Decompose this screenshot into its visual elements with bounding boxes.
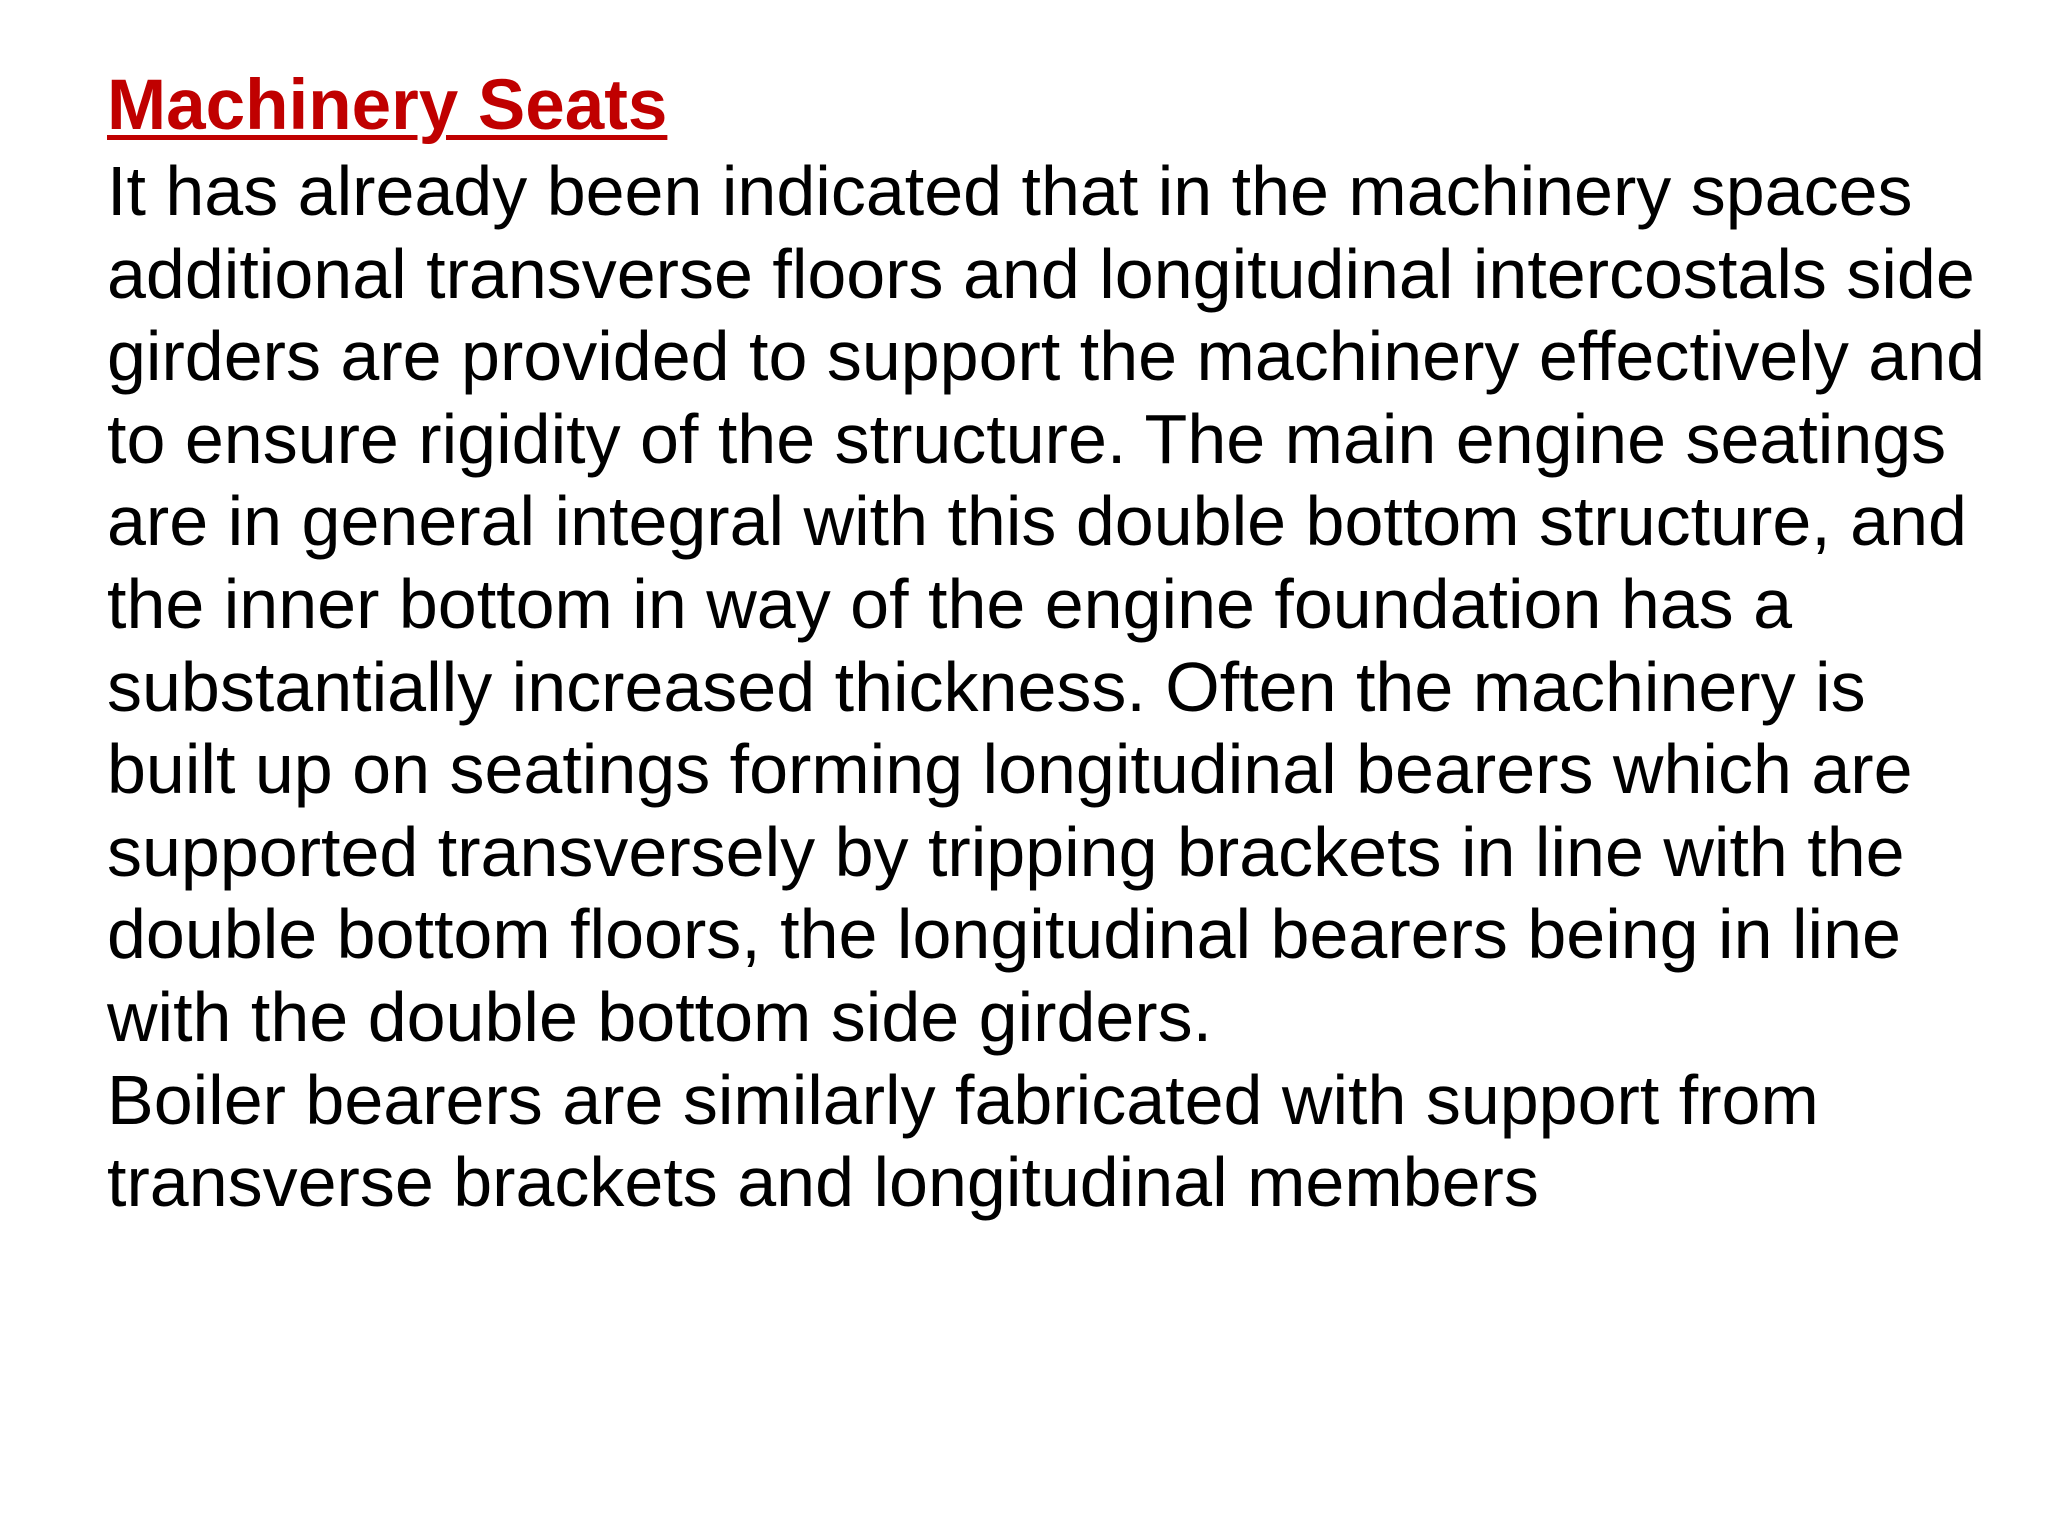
text-line: transverse brackets and longitudinal members — [107, 1143, 1539, 1222]
text-line: substantially increased thickness. Often the machinery is — [107, 647, 1866, 726]
paragraph-boiler-bearers — [107, 1059, 2007, 1224]
text-line: supported transversely by tripping brackets in line with the — [107, 812, 1905, 891]
slide-title: Machinery Seats — [107, 66, 668, 145]
text-line: additional transverse floors and longitudinal intercostals side — [107, 234, 1975, 313]
text-line: with the double bottom side girders. — [107, 977, 1213, 1056]
text-line: are in general integral with this double bottom structure, and — [107, 482, 1967, 561]
text-line: Boiler bearers are similarly fabricated with support from — [107, 1060, 1819, 1139]
text-line: It has already been indicated that in the machinery spaces — [107, 152, 1913, 230]
paragraph-machinery-seats — [107, 150, 2007, 1059]
text-line: built up on seatings forming longitudinal bearers which are — [107, 730, 1913, 809]
text-line: girders are provided to support the machinery effectively and — [107, 317, 1986, 396]
text-line: double bottom floors, the longitudinal bearers being in line — [107, 895, 1901, 974]
text-line: the inner bottom in way of the engine foundation has a — [107, 564, 1793, 643]
slide-content — [107, 62, 2007, 1224]
text-line: to ensure rigidity of the structure. The main engine seatings — [107, 399, 1947, 478]
